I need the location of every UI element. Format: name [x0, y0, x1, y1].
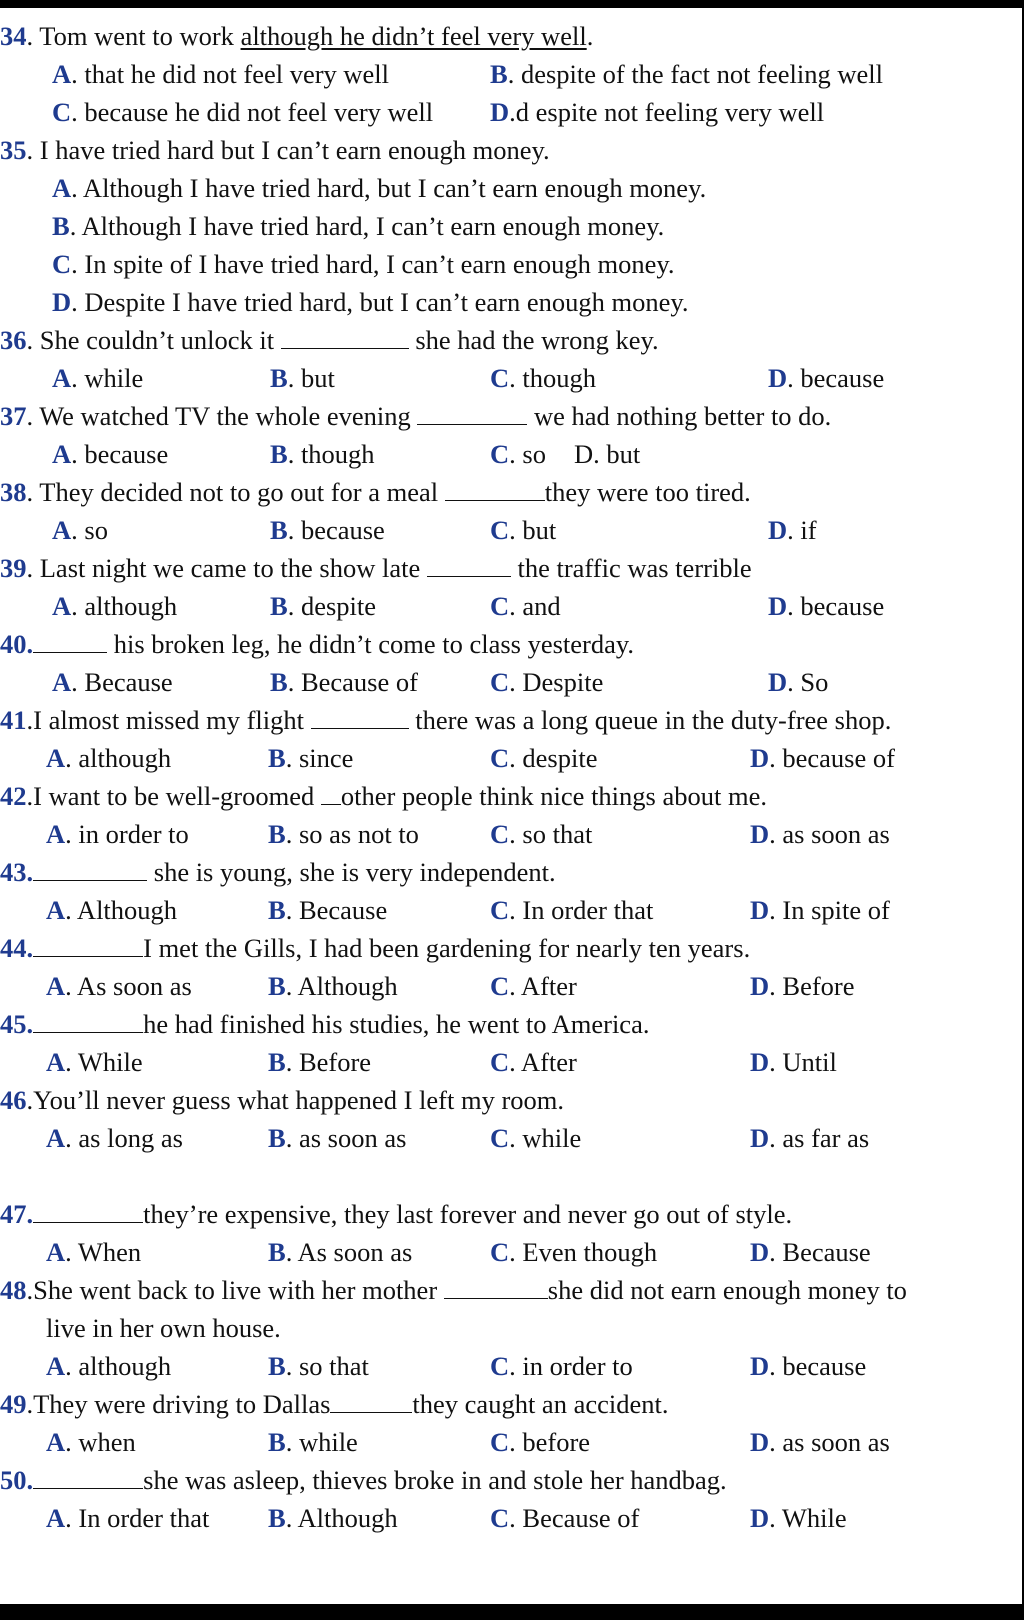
- question-43: 43. she is young, she is very independent.: [0, 857, 556, 887]
- answer-blank: [33, 1010, 143, 1033]
- option-d: D.d espite not feeling very well: [490, 97, 825, 127]
- underlined-phrase: although he didn’t feel very well: [240, 21, 587, 51]
- question-47: 47. they’re expensive, they last forever and never go out of style.: [0, 1199, 793, 1229]
- answer-blank: [330, 1390, 412, 1413]
- question-41: 41.I almost missed my flight there was a long queue in the duty-free shop.: [0, 705, 892, 735]
- answer-blank: [281, 326, 409, 349]
- answer-blank: [321, 782, 341, 805]
- answer-blank: [445, 478, 545, 501]
- question-number: 35: [0, 135, 27, 165]
- answer-blank: [311, 706, 409, 729]
- question-45: 45. he had finished his studies, he went to America.: [0, 1009, 650, 1039]
- answer-blank: [33, 1466, 143, 1489]
- question-50: 50. she was asleep, thieves broke in and stole her handbag.: [0, 1465, 727, 1495]
- question-36: 36. She couldn’t unlock it she had the wrong key.: [0, 325, 659, 355]
- option-c: C. because he did not feel very well: [52, 97, 434, 127]
- question-39: 39. Last night we came to the show late the traffic was terrible: [0, 553, 752, 583]
- question-number: 34: [0, 21, 27, 51]
- option-b: B. despite of the fact not feeling well: [490, 59, 883, 89]
- answer-blank: [427, 554, 511, 577]
- question-37: 37. We watched TV the whole evening we had nothing better to do.: [0, 401, 832, 431]
- answer-blank: [417, 402, 527, 425]
- answer-blank: [33, 630, 107, 653]
- answer-blank: [33, 858, 147, 881]
- worksheet-page: 34. Tom went to work although he didn’t feel very well. A. that he did not feel very well B. despite of the fact not feeling well C. because he did not feel very well D.d espite not feeling very well 35. I have tried hard but I can’t earn enough money. A. Although I have tried hard, but I can’t earn enough money. B. Although I have tried hard, I can’t earn enough money. C. In spite of I have tried hard, I can’t earn enough money. D. Despite I have tried hard, but I can’t earn enough money. 36. She couldn’t unlock it she had the wrong key. A. while B. but C. though D. because 37. We watched TV the whole evening we had nothing better to do. A. because B. though C. so D. but 38. They decided not to go out for a meal they were too tired. A. so B. because C. but D. if 39. Last night we came to the show late the traffic was terrible A. although B. despite C. and D. because 40. his broken leg, he didn’t come to class yesterday. A. Because B. Because of C. Despite D. So 41.I almost missed my flight there was a long queue in the duty-free shop. A. although B. since C. despite D. because of 42.I want to be well-groomed other people think nice things about me. A. in order to B. so as not to C. so that D. as soon as 43. she is young, she is very independent. A. Although B. Because C. In order that D. In spite of 44. I met the Gills, I had been gardening for nearly ten years. A. As soon as B. Although C. After D. Before 45. he had finished his studies, he went to America. A. While B. Before C. After D. Until 46.You’ll never guess what happened I left my room. A. as long as B. as soon as C. while D. as far as 47. they’re expensive, they last forever and never go out of style. A. When B. As soon as C. Even though D. Because 48.She went back to live with her mother she did not earn enough money to live in her own house. A. although B. so that C. in order to D. because 49.They were driving to Dallas they caught an accident. A. when B. while C. before D. as soon as 50. she was asleep, thieves broke in and stole her handbag. A. In order that B. Although C. Because of D. While: [0, 8, 1022, 1604]
- answer-blank: [33, 934, 143, 957]
- question-49: 49.They were driving to Dallas they caught an accident.: [0, 1389, 669, 1419]
- option-a: A. that he did not feel very well: [52, 59, 390, 89]
- question-38: 38. They decided not to go out for a meal they were too tired.: [0, 477, 751, 507]
- question-40: 40. his broken leg, he didn’t come to class yesterday.: [0, 629, 635, 659]
- question-44: 44. I met the Gills, I had been gardening for nearly ten years.: [0, 933, 751, 963]
- question-48: 48.She went back to live with her mother she did not earn enough money to: [0, 1275, 907, 1305]
- question-46: 46.You’ll never guess what happened I left my room.: [0, 1085, 565, 1115]
- question-42: 42.I want to be well-groomed other people think nice things about me.: [0, 781, 767, 811]
- answer-blank: [444, 1276, 548, 1299]
- question-35: 35. I have tried hard but I can’t earn enough money.: [0, 135, 550, 165]
- answer-blank: [33, 1200, 143, 1223]
- question-34: 34. Tom went to work although he didn’t feel very well.: [0, 21, 594, 51]
